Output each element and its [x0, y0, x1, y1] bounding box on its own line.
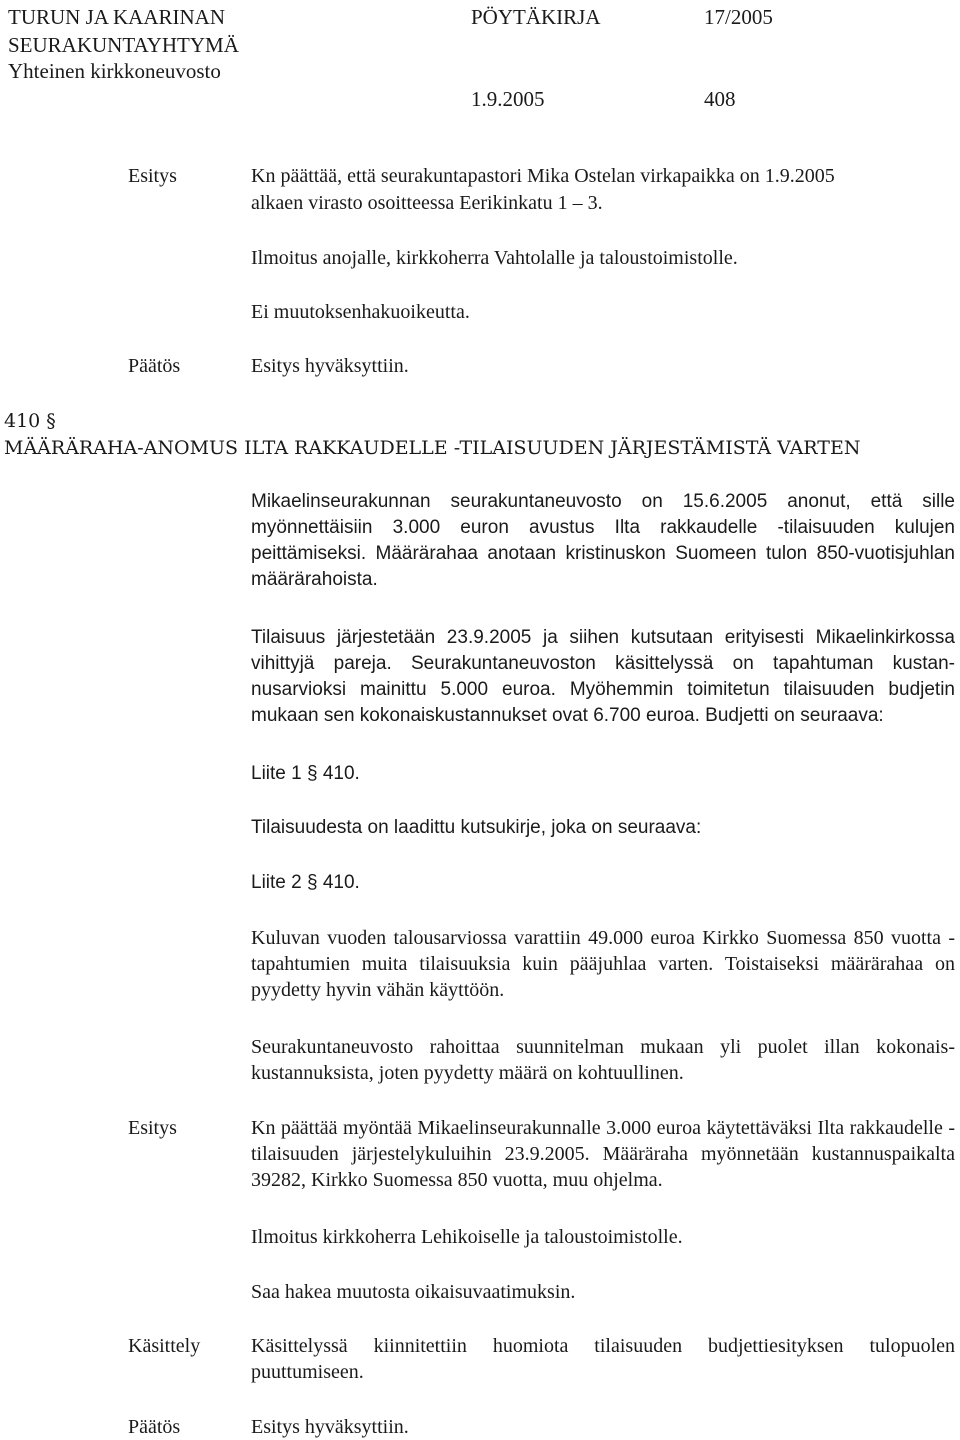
esitys-text-410: Kn päättää myöntää Mikaelinseurakunnalle 3.000 euroa käytettäväksi Ilta rakkaudelle -tilaisuuden järjestelykuluihin 23.9.2005. Määräraha myönnetään kustannuspaikalta 39282, Kirkko Suomessa 850 vuotta, muu ohjelma.	[251, 1117, 955, 1191]
esitys-label: Esitys	[128, 165, 177, 187]
paatos-text-410: Esitys hyväksyttiin.	[251, 1416, 409, 1438]
org-name: TURUN JA KAARINAN	[8, 5, 226, 29]
paatos-label: Päätös	[128, 355, 181, 377]
invitation-text: Tilaisuudesta on laadittu kutsukirje, joka on seuraava:	[251, 817, 702, 838]
paatos-label-410: Päätös	[128, 1416, 181, 1438]
paragraph-funding: Seurakuntaneuvosto rahoittaa suunnitelman mukaan yli puolet illan kokonaiskustannuksista, joten pyydetty määrä on kohtuullinen.	[251, 1036, 955, 1084]
council-name: Yhteinen kirkkoneuvosto	[8, 59, 221, 83]
section-number: 410 §	[4, 410, 56, 432]
section-title: MÄÄRÄRAHA-ANOMUS ILTA RAKKAUDELLE -TILAISUUDEN JÄRJESTÄMISTÄ VARTEN	[4, 437, 861, 459]
paragraph-event: Tilaisuus järjestetään 23.9.2005 ja siihen kutsutaan erityisesti Mikaelinkirkossa vihittyjä pareja. Seurakuntaneuvoston käsittelyssä on tapahtuman kustannusarvioksi mainittu 5.000 euroa. Myöhemmin toimitetun tilaisuuden budjetin mukaan sen kokonaiskustannukset ovat 6.700 euroa. Budjetti on seuraava:	[251, 627, 955, 726]
org-subname: SEURAKUNTAYHTYMÄ	[8, 33, 239, 57]
paragraph-request: Mikaelinseurakunnan seurakuntaneuvosto on 15.6.2005 anonut, että sille myönnettäisiin 3.000 euron avustus Ilta rakkaudelle -tilaisuuden kulujen peittämiseksi. Määrärahaa anotaan kristinuskon Suomeen tulon 850-vuotisjuhlan määrärahoista.	[251, 491, 955, 590]
notice-text-410: Ilmoitus kirkkoherra Lehikoiselle ja taloustoimistolle.	[251, 1226, 683, 1248]
esitys-label-410: Esitys	[128, 1117, 177, 1139]
esitys-text-line2: alkaen virasto osoitteessa Eerikinkatu 1 – 3.	[251, 192, 603, 214]
appeal-text-410: Saa hakea muutosta oikaisuvaatimuksin.	[251, 1281, 576, 1303]
page-number: 408	[704, 87, 736, 111]
kasittely-text: Käsittelyssä kiinnitettiin huomiota tilaisuuden budjettiesityksen tulopuolen puuttumiseen.	[251, 1335, 955, 1383]
no-appeal-text: Ei muutoksenhakuoikeutta.	[251, 301, 470, 323]
meeting-date: 1.9.2005	[471, 87, 545, 111]
paatos-text: Esitys hyväksyttiin.	[251, 355, 409, 377]
kasittely-label: Käsittely	[128, 1335, 201, 1357]
notice-text: Ilmoitus anojalle, kirkkoherra Vahtolalle ja taloustoimistolle.	[251, 247, 738, 269]
esitys-text-line1: Kn päättää, että seurakuntapastori Mika Ostelan virkapaikka on 1.9.2005	[251, 165, 835, 187]
doc-number: 17/2005	[704, 5, 773, 29]
attachment-2: Liite 2 § 410.	[251, 872, 360, 893]
doc-type: PÖYTÄKIRJA	[471, 5, 601, 29]
paragraph-budget: Kuluvan vuoden talousarviossa varattiin 49.000 euroa Kirkko Suomessa 850 vuotta -tapahtumien muita tilaisuuksia kuin pääjuhlaa varten. Toistaiseksi määrärahaa on pyydetty hyvin vähän käyttöön.	[251, 927, 955, 1001]
attachment-1: Liite 1 § 410.	[251, 763, 360, 784]
